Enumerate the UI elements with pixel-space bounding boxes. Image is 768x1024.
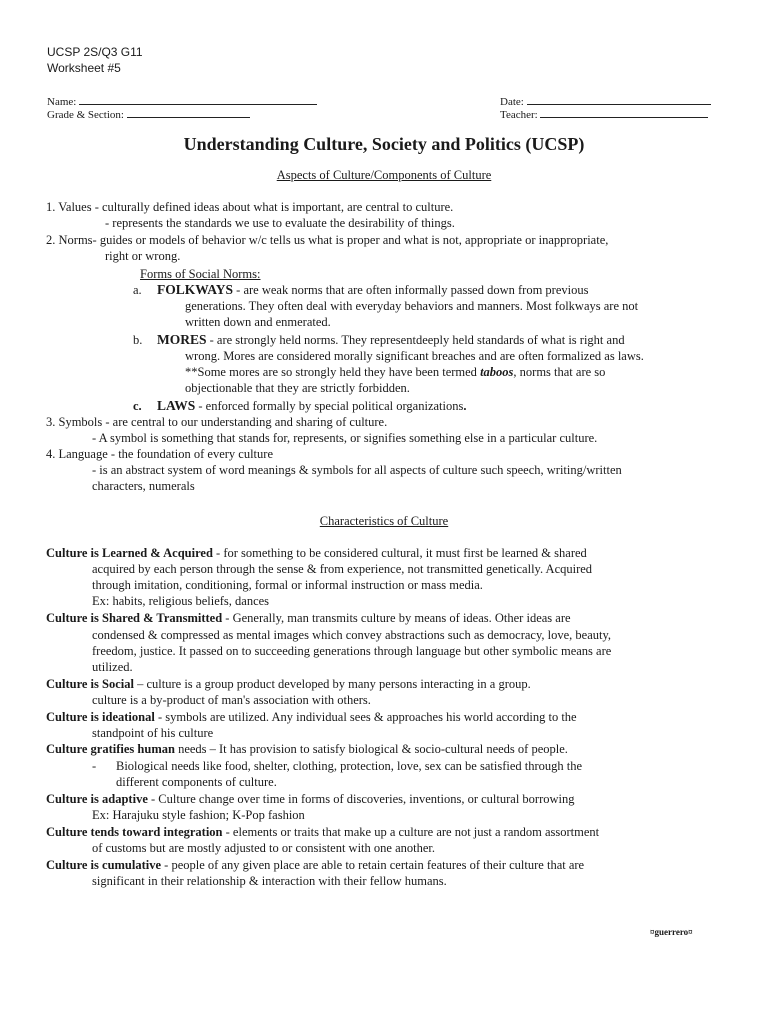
- mores-term: MORES: [157, 332, 207, 347]
- shared-line-3: freedom, justice. It passed on to succeeding generations through language but other symbolic means are: [92, 644, 612, 658]
- social-line-1: [46, 676, 531, 692]
- learned-term: Culture is Learned & Acquired: [46, 546, 213, 560]
- mores-definition: - are strongly held norms. They representdeeply held standards of what is right and: [206, 333, 625, 347]
- cumulative-line-1: [46, 857, 584, 873]
- mores-marker: b.: [133, 333, 143, 347]
- language-line-2: - is an abstract system of word meanings & symbols for all aspects of culture such speech, writing/written: [92, 463, 622, 477]
- folkways-line-2: generations. They often deal with everyday behaviors and manners. Most folkways are not: [185, 299, 639, 313]
- gratifies-term: Culture gratifies human: [46, 742, 175, 756]
- grade-section-line: [127, 107, 250, 118]
- laws-line-1: [157, 398, 466, 414]
- grade-section-field[interactable]: [47, 107, 250, 121]
- folkways-term: FOLKWAYS: [157, 282, 234, 297]
- learned-example: Ex: habits, religious beliefs, dances: [92, 594, 270, 608]
- learned-line-2: acquired by each person through the sense & from experience, not transmitted genetically. Acquired: [92, 562, 593, 576]
- integration-line-2: of customs but are mostly adjusted to or consistent with one another.: [92, 841, 435, 855]
- learned-line-1: [46, 545, 587, 561]
- social-definition: – culture is a group product developed by many persons interacting in a group.: [133, 677, 531, 691]
- laws-term: LAWS: [157, 398, 196, 413]
- worksheet-number: Worksheet #5: [47, 61, 121, 75]
- adaptive-example: Ex: Harajuku style fashion; K-Pop fashion: [92, 808, 305, 822]
- date-field[interactable]: [500, 94, 711, 108]
- language-line-1: 4. Language - the foundation of every culture: [46, 447, 273, 461]
- name-line: [79, 94, 317, 105]
- author-signature: ¤guerrero¤: [650, 927, 693, 937]
- adaptive-term: Culture is adaptive: [46, 792, 148, 806]
- cumulative-line-2: significant in their relationship & interaction with their fellow humans.: [92, 874, 447, 888]
- social-line-2: culture is a by-product of man's association with others.: [92, 693, 371, 707]
- mores-note-start: **Some mores are so strongly held they have been termed: [185, 365, 481, 379]
- laws-period: .: [463, 399, 467, 413]
- folkways-definition: - are weak norms that are often informally passed down from previous: [233, 283, 589, 297]
- ideational-line-1: [46, 709, 577, 725]
- course-code: UCSP 2S/Q3 G11: [47, 45, 143, 59]
- laws-definition: - enforced formally by special political organizations: [195, 399, 464, 413]
- shared-term: Culture is Shared & Transmitted: [46, 611, 223, 625]
- teacher-label: Teacher:: [500, 109, 538, 121]
- gratifies-line-1: [46, 741, 568, 757]
- characteristics-heading: Characteristics of Culture: [319, 514, 449, 528]
- language-line-3: characters, numerals: [92, 479, 195, 493]
- teacher-line: [540, 107, 708, 118]
- integration-definition: - elements or traits that make up a culture are not just a random assortment: [222, 825, 600, 839]
- name-field[interactable]: [47, 94, 317, 108]
- gratifies-definition: needs – It has provision to satisfy biological & socio-cultural needs of people.: [174, 742, 568, 756]
- gratifies-line-3: different components of culture.: [116, 775, 277, 789]
- cumulative-term: Culture is cumulative: [46, 858, 162, 872]
- mores-note-end: , norms that are so: [513, 365, 606, 379]
- cumulative-definition: - people of any given place are able to retain certain features of their culture that are: [161, 858, 585, 872]
- values-line-2: - represents the standards we use to evaluate the desirability of things.: [105, 216, 455, 230]
- shared-line-1: [46, 610, 571, 626]
- mores-line-2: wrong. Mores are considered morally significant breaches and are often formalized as laws.: [185, 349, 644, 363]
- date-label: Date:: [500, 96, 524, 108]
- name-label: Name:: [47, 96, 77, 108]
- grade-section-label: Grade & Section:: [47, 109, 124, 121]
- ideational-line-2: standpoint of his culture: [92, 726, 214, 740]
- folkways-marker: a.: [133, 283, 142, 297]
- social-term: Culture is Social: [46, 677, 134, 691]
- learned-line-3: through imitation, conditioning, formal or informal instruction or mass media.: [92, 578, 483, 592]
- shared-line-4: utilized.: [92, 660, 133, 674]
- gratifies-dash: -: [92, 759, 97, 773]
- integration-term: Culture tends toward integration: [46, 825, 223, 839]
- ideational-definition: - symbols are utilized. Any individual sees & approaches his world according to the: [154, 710, 577, 724]
- values-line-1: 1. Values - culturally defined ideas about what is important, are central to culture.: [46, 200, 454, 214]
- adaptive-definition: - Culture change over time in forms of discoveries, inventions, or cultural borrowing: [147, 792, 575, 806]
- forms-of-social-norms-heading: Forms of Social Norms:: [140, 267, 261, 281]
- mores-line-3: [185, 364, 605, 380]
- norms-line-2: right or wrong.: [105, 249, 181, 263]
- ideational-term: Culture is ideational: [46, 710, 155, 724]
- mores-line-1: [157, 332, 625, 348]
- teacher-field[interactable]: [500, 107, 708, 121]
- page-title: Understanding Culture, Society and Politics (UCSP): [183, 134, 585, 154]
- adaptive-line-1: [46, 791, 575, 807]
- shared-definition: - Generally, man transmits culture by means of ideas. Other ideas are: [222, 611, 571, 625]
- gratifies-line-2: Biological needs like food, shelter, clothing, protection, love, sex can be satisfied through the: [116, 759, 583, 773]
- symbols-line-1: 3. Symbols - are central to our understanding and sharing of culture.: [46, 415, 388, 429]
- taboos-term: taboos: [480, 365, 514, 379]
- folkways-line-3: written down and enmerated.: [185, 315, 331, 329]
- laws-marker: c.: [133, 399, 142, 413]
- norms-line-1: 2. Norms- guides or models of behavior w/c tells us what is proper and what is not, appropriate or inappropriate,: [46, 233, 609, 247]
- date-line: [527, 94, 711, 105]
- integration-line-1: [46, 824, 599, 840]
- mores-line-4: objectionable that they are strictly forbidden.: [185, 381, 410, 395]
- shared-line-2: condensed & compressed as mental images which convey abstractions such as democracy, love, beauty,: [92, 628, 612, 642]
- aspects-heading: Aspects of Culture/Components of Culture: [276, 168, 492, 182]
- folkways-line-1: [157, 282, 588, 298]
- learned-definition: - for something to be considered cultural, it must first be learned & shared: [212, 546, 587, 560]
- symbols-line-2: - A symbol is something that stands for, represents, or signifies something else in a particular culture.: [92, 431, 598, 445]
